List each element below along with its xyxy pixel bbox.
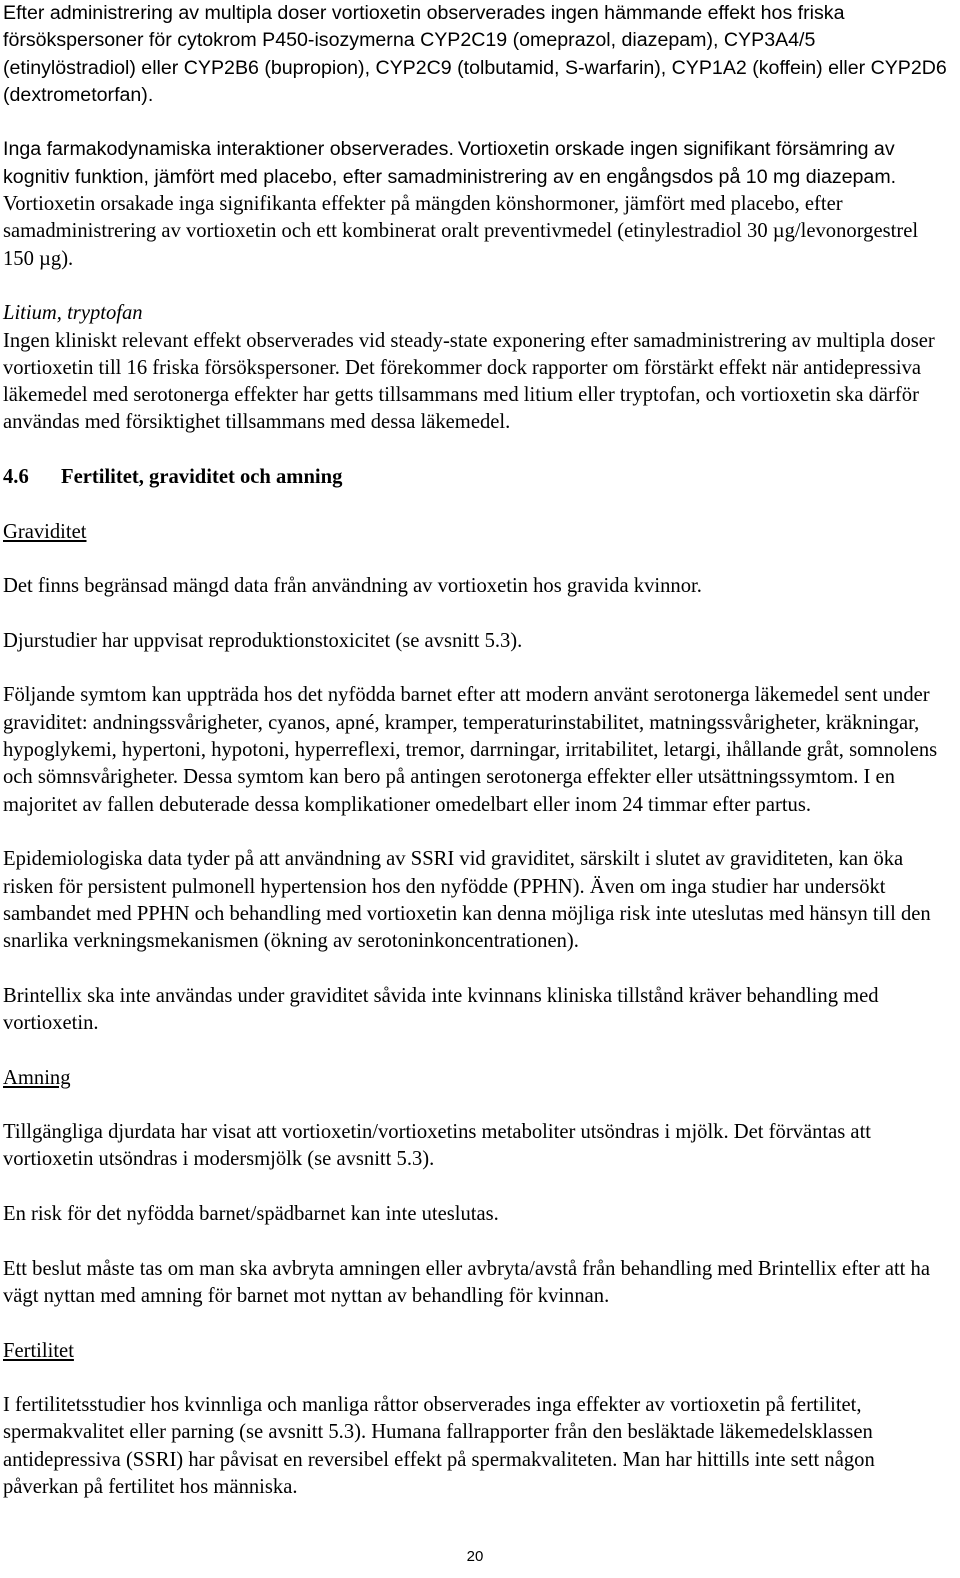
litium-subheading: Litium, tryptofan: [3, 302, 143, 325]
graviditet-subheading: Graviditet: [3, 520, 87, 543]
amning-paragraph-1: Tillgängliga djurdata har visat att vortioxetin/vortioxetins metaboliter utsöndras i mjölk. Det förväntas att vortioxetin utsöndras i modersmjölk (se avsnitt 5.3).: [3, 1121, 872, 1171]
pharmacodynamic-paragraph: [3, 136, 953, 272]
pd-sentence-3: Vortioxetin orsakade inga signifikanta effekter på mängden könshormoner, jämfört med placebo, efter samadministrering av vortioxetin och ett kombinerat oralt preventivmedel (etinylestradiol 30 µg/levonorgestrel 150 µg).: [3, 193, 919, 270]
litium-paragraph: Ingen kliniskt relevant effekt observerades vid steady-state exponering efter samadministrering av multipla doser vortioxetin till 16 friska försökspersoner. Det förekommer dock rapporter om förstärkt effekt när antidepressiva läkemedel med serotonerga effekter har getts tillsammans med litium eller tryptofan, och vortioxetin ska därför användas med försiktighet tillsammans med dessa läkemedel.: [3, 329, 935, 434]
document-body: [3, 0, 953, 1501]
graviditet-paragraph-1: Det finns begränsad mängd data från användning av vortioxetin hos gravida kvinnor.: [3, 575, 702, 598]
graviditet-paragraph-5: Brintellix ska inte användas under graviditet såvida inte kvinnans kliniska tillstånd kräver behandling med vortioxetin.: [3, 984, 879, 1034]
section-number: 4.6: [3, 466, 29, 489]
amning-paragraph-3: Ett beslut måste tas om man ska avbryta amningen eller avbryta/avstå från behandling med Brintellix efter att ha vägt nyttan med amning för barnet mot nyttan av behandling för kvinnan.: [3, 1257, 930, 1307]
cyp-interaction-paragraph: Efter administrering av multipla doser vortioxetin observerades ingen hämmande effekt hos friska försökspersoner för cytokrom P450-isozymerna CYP2C19 (omeprazol, diazepam), CYP3A4/5 (etinylöstradiol) eller CYP2B6 (bupropion), CYP2C9 (tolbutamid, S-warfarin), CYP1A2 (koffein) eller CYP2D6 (dextrometorfan).: [3, 2, 947, 106]
graviditet-paragraph-2: Djurstudier har uppvisat reproduktionstoxicitet (se avsnitt 5.3).: [3, 629, 523, 652]
pd-sentence-2: Vortioxetin orskade ingen signifikant försämring av kognitiv funktion, jämfört med placebo, efter samadministrering av en engångsdos på 10 mg diazepam.: [3, 138, 897, 188]
section-heading: [3, 464, 953, 491]
fertilitet-subheading: Fertilitet: [3, 1339, 74, 1362]
page-number: 20: [466, 1548, 484, 1565]
section-title: Fertilitet, graviditet och amning: [61, 466, 343, 489]
amning-paragraph-2: En risk för det nyfödda barnet/spädbarnet kan inte uteslutas.: [3, 1203, 499, 1226]
graviditet-paragraph-4: Epidemiologiska data tyder på att användning av SSRI vid graviditet, särskilt i slutet av graviditeten, kan öka risken för persistent pulmonell hypertension hos den nyfödde (PPHN). Även om inga studier har undersökt sambandet med PPHN och behandling med vortioxetin kan denna möjliga risk inte uteslutas med hänsyn till den snarlika verkningsmekanismen (ökning av serotoninkoncentrationen).: [3, 848, 931, 953]
pd-sentence-1: Inga farmakodynamiska interaktioner observerades.: [3, 138, 454, 161]
fertilitet-paragraph-1: I fertilitetsstudier hos kvinnliga och manliga råttor observerades inga effekter av vortioxetin på fertilitet, spermakvalitet eller parning (se avsnitt 5.3). Humana fallrapporter från den besläktade läkemedelsklassen antidepressiva (SSRI) har påvisat en reversibel effekt på spermakvaliteten. Man har hittills inte sett någon påverkan på fertilitet hos människa.: [3, 1394, 875, 1499]
amning-subheading: Amning: [3, 1066, 71, 1089]
graviditet-paragraph-3: Följande symtom kan uppträda hos det nyfödda barnet efter att modern använt serotonerga läkemedel sent under graviditet: andningssvårigheter, cyanos, apné, kramper, temperaturinstabilitet, matningssvårigheter, kräkningar, hypoglykemi, hypertoni, hypotoni, hyperreflexi, tremor, darrningar, irritabilitet, letargi, ihållande gråt, somnolens och sömnsvårigheter. Dessa symtom kan bero på antingen serotonerga effekter eller utsättningssymtom. I en majoritet av fallen debuterade dessa komplikationer omedelbart eller inom 24 timmar efter partus.: [3, 684, 938, 816]
